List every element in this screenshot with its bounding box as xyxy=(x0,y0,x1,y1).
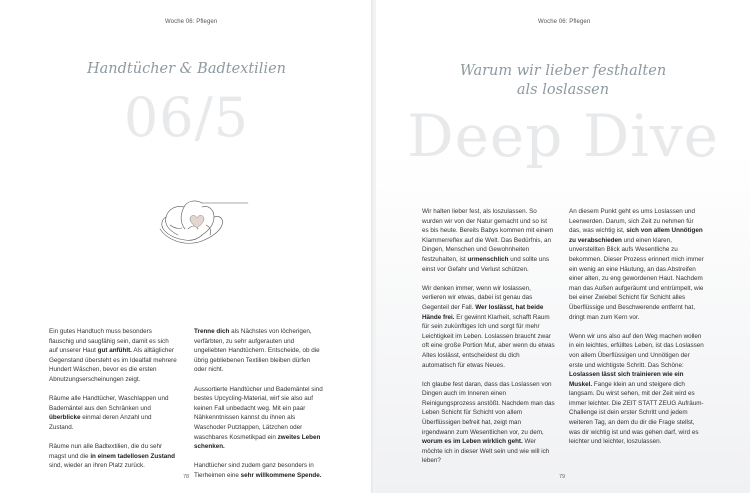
emphasis-text: worum es im Leben wirklich geht. xyxy=(422,438,523,446)
emphasis-text: Wer loslässt, hat beide Hände frei. xyxy=(422,303,544,321)
body-text: An diesem Punkt geht es ums Loslassen und Leerwerden. Darum, sich Zeit zu nehmen für das, was wichtig ist, xyxy=(569,208,696,235)
body-text: Wir halten lieber fest, als loszulassen. So wurden wir von der Natur gemacht und so ist es bis heute. Bereits Babys kommen mit einem Klammerreflex auf die Welt. Das Bedürfnis, an Dingen, Menschen und Gewohnheiten festzuhalten, ist xyxy=(422,208,554,263)
deep-dive-heading: Deep Dive xyxy=(407,102,719,170)
body-text: einmal deren Anzahl und Zustand. xyxy=(49,414,152,431)
section-number: 06/5 xyxy=(123,86,250,149)
right-page xyxy=(376,0,750,493)
paragraph xyxy=(49,327,177,385)
emphasis-text: zweites Leben schenken. xyxy=(194,433,321,451)
left-page xyxy=(0,0,373,493)
running-header: Woche 06: Pflegen xyxy=(538,19,591,25)
body-text: Wer möchte ich in dieser Welt sein und wie will ich leben? xyxy=(422,438,550,465)
emphasis-text: urmenschlich xyxy=(467,255,509,263)
paragraph xyxy=(422,207,555,274)
body-text: Wir denken immer, wenn wir loslassen, verlieren wir etwas, dabei ist genau das Gegenteil der Fall. xyxy=(422,284,533,311)
paragraph xyxy=(194,461,324,480)
emphasis-text: Trenne dich xyxy=(194,328,230,335)
running-header: Woche 06: Pflegen xyxy=(165,19,218,25)
body-text: Aussortierte Handtücher und Bademäntel sind bestes Upcycling-Material, wirf sie also auf keinen Fall unbedacht weg. Mit ein paar Nähkenntnissen kannst du ihnen als Waschoder Putzlappen, Lätzchen oder waschbares Kosmetikpad ein xyxy=(194,385,323,441)
paragraph xyxy=(569,332,704,447)
body-text: Fange klein an und steigere dich langsam. Du wirst sehen, mit der Zeit wird es immer leichter. Die ZEIT STATT ZEUG Aufräum-Challenge ist dein erster Schritt und jedem weiteren Tag, an dem du dir die Frage stellst, was dir wichtig ist und was gehen darf, wird es leichter und leichter, loszulassen. xyxy=(569,380,704,446)
page-number: 78 xyxy=(183,474,190,480)
body-text: Er gewinnt Klarheit, schafft Raum für sein zukünftiges Ich und sorgt für mehr Leichtigkeit im Leben. Loslassen braucht zwar oft eine große Portion Mut, aber wenn du etwas Altes loslässt, entscheidest du dich automatisch für etwas Neues. xyxy=(422,313,555,369)
page-title-line-2: als loslassen xyxy=(516,82,610,98)
paragraph xyxy=(49,394,177,432)
paragraph xyxy=(49,442,177,471)
body-text: und einen klaren, unverstellten Blick aufs Wesentliche zu bekommen. Dieser Prozess erinnert mich immer ein wenig an eine Häutung, an das Abstreifen einer alten, zu eng gewordenen Haut. Nachdem man das Außen aufgeräumt und entrümpelt, wie bei einer Zwiebel Schicht für Schicht alles Überflüssige und Beschwerende entfernt hat, dringt man zum Kern vor. xyxy=(569,236,704,321)
hands-holding-heart-icon xyxy=(140,195,250,250)
right-column-2 xyxy=(569,207,704,456)
page-number: 79 xyxy=(559,474,566,480)
body-text: Wenn wir uns also auf den Weg machen wollen in ein leichtes, erfülltes Leben, ist das Loslassen von allem Überflüssigen und Unnötigen der erste und wichtigste Schritt. Das Schöne: xyxy=(569,332,704,369)
emphasis-text: gut anfühlt. xyxy=(97,347,132,355)
paragraph xyxy=(422,380,555,466)
emphasis-text: überblicke xyxy=(49,414,81,422)
body-text: Ich glaube fest daran, dass das Loslassen von Dingen auch im Inneren einen Reinigungsprozess anstößt. Nachdem man das Leben Schicht für Schicht von allem Überflüssigen befreit hat, zeigt man irgendwann zum Wesentlichen vor, zu dem, xyxy=(422,380,555,436)
paragraph xyxy=(194,327,324,375)
emphasis-text: Loslassen lässt sich trainieren wie ein Muskel. xyxy=(569,371,684,388)
emphasis-text: sehr willkommene Spende. xyxy=(240,471,322,479)
right-column-1 xyxy=(422,207,555,476)
emphasis-text: in einem tadellosen Zustand xyxy=(90,452,175,460)
body-text: Als alltäglicher Gegenstand übersteht es im Idealfall mehrere Hundert Wäschen, bevor es die ersten Abnutzungserscheinungen zeigt. xyxy=(49,347,177,383)
left-column-2 xyxy=(194,327,324,490)
body-text: Räume nun alle Badtextilien, die du sehr magst und die xyxy=(49,443,163,460)
body-text: und sollte uns einst vor Gefahr und Verlust schützen. xyxy=(422,255,550,273)
paragraph xyxy=(422,284,555,370)
body-text: sind, wieder an ihren Platz zurück. xyxy=(49,462,145,470)
page-title: Handtücher & Badtextilien xyxy=(87,61,286,77)
body-text: Räume alle Handtücher, Waschlappen und Bademäntel aus den Schränken und xyxy=(49,395,169,412)
page-title xyxy=(376,62,750,100)
page-title-line-1: Warum wir lieber festhalten xyxy=(459,63,667,79)
paragraph xyxy=(194,385,324,452)
paragraph xyxy=(569,207,704,322)
left-column-1 xyxy=(49,327,177,481)
body-text: als Nächstes von löcherigen, verfärbten, zu sehr aufgerauten und ungeliebten Handtüchern. Entscheide, ob die übrig gebliebenen Textilien bleiben dürfen oder nicht. xyxy=(194,328,320,374)
emphasis-text: sich von allem Unnötigen zu verabschieden xyxy=(569,227,703,244)
body-text: Ein gutes Handtuch muss besonders flauschig und saugfähig sein, damit es sich auf unserer Haut xyxy=(49,328,169,355)
body-text: Handtücher sind zudem ganz besonders in Tierheimen eine xyxy=(194,462,314,479)
